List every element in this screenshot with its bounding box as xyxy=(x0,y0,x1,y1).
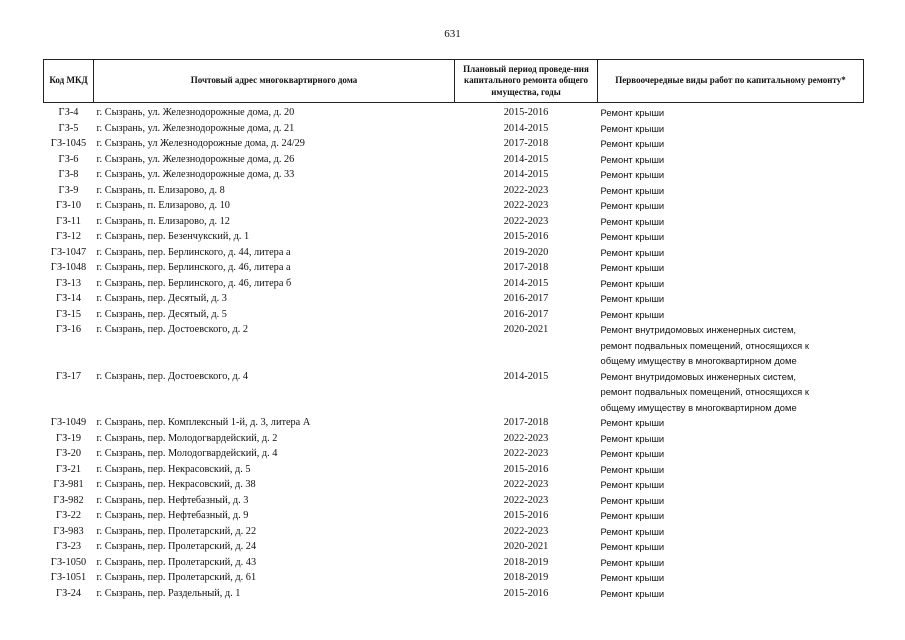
repair-works-line: Ремонт крыши xyxy=(600,293,665,304)
repair-works-line: Ремонт крыши xyxy=(600,231,665,242)
mkd-code-cell: ГЗ-23 xyxy=(55,541,82,552)
repair-works-cell xyxy=(598,415,864,431)
address-cell: г. Сызрань, пер. Нефтебазный, д. 3 xyxy=(96,494,249,506)
address-cell: г. Сызрань, пер. Берлинского, д. 46, литера б xyxy=(96,277,292,289)
address-cell: г. Сызрань, пер. Достоевского, д. 4 xyxy=(96,370,249,382)
repair-period-cell: 2014-2015 xyxy=(503,277,549,289)
repair-works-cell xyxy=(598,136,864,152)
address-cell: г. Сызрань, пер. Десятый, д. 5 xyxy=(96,308,227,320)
page-number: 631 xyxy=(444,28,461,40)
mkd-code-cell: ГЗ-5 xyxy=(58,122,79,134)
table-row xyxy=(44,322,864,369)
address-cell: г. Сызрань, пер. Десятый, д. 3 xyxy=(96,293,227,304)
repair-works-line: Ремонт крыши xyxy=(600,200,665,211)
repair-works-cell xyxy=(598,570,864,586)
repair-works-line: Ремонт крыши xyxy=(600,463,665,475)
repair-works-cell xyxy=(598,508,864,524)
repair-period-cell: 2016-2017 xyxy=(503,293,549,304)
repair-period-cell: 2015-2016 xyxy=(503,107,549,118)
repair-period-cell: 2017-2018 xyxy=(503,417,549,428)
repair-period-cell: 2015-2016 xyxy=(503,231,549,242)
repair-works-line: ремонт подвальных помещений, относящихся к xyxy=(600,386,809,397)
repair-period-cell: 2014-2015 xyxy=(503,370,549,382)
repair-works-line: Ремонт крыши xyxy=(600,572,665,583)
repair-works-cell xyxy=(598,214,864,230)
repair-works-line: Ремонт крыши xyxy=(600,417,665,428)
address-cell: г. Сызрань, пер. Берлинского, д. 44, литера а xyxy=(96,246,291,258)
address-cell: г. Сызрань, ул Железнодорожные дома, д. 24/29 xyxy=(96,138,305,149)
address-cell: г. Сызрань, пер. Достоевского, д. 2 xyxy=(96,324,249,335)
table-row xyxy=(44,291,864,307)
repair-works-cell xyxy=(598,245,864,261)
table-row xyxy=(44,369,864,416)
table-row xyxy=(44,229,864,245)
address-cell: г. Сызрань, п. Елизарово, д. 8 xyxy=(96,184,225,196)
repair-works-cell xyxy=(598,493,864,509)
repair-works-line: Ремонт крыши xyxy=(600,262,665,273)
repair-works-line: Ремонт крыши xyxy=(600,277,665,289)
repair-works-cell xyxy=(598,103,864,121)
repair-works-cell xyxy=(598,539,864,555)
repair-works-line: Ремонт внутридомовых инженерных систем, xyxy=(600,324,797,335)
repair-period-cell: 2022-2023 xyxy=(503,200,549,211)
mkd-code-cell: ГЗ-8 xyxy=(58,169,79,180)
mkd-code-cell: ГЗ-19 xyxy=(55,432,82,444)
mkd-code-cell: ГЗ-1045 xyxy=(50,138,87,149)
mkd-code-cell: ГЗ-21 xyxy=(55,463,82,475)
table-row xyxy=(44,214,864,230)
repair-period-cell: 2022-2023 xyxy=(503,432,549,444)
repair-works-line: Ремонт крыши xyxy=(600,184,665,196)
repair-works-cell xyxy=(598,462,864,478)
mkd-code-cell: ГЗ-6 xyxy=(58,153,79,165)
repair-works-line: Ремонт крыши xyxy=(600,510,665,521)
repair-works-cell xyxy=(598,121,864,137)
repair-works-cell xyxy=(598,152,864,168)
repair-period-cell: 2016-2017 xyxy=(503,308,549,320)
mkd-code-cell: ГЗ-16 xyxy=(55,324,82,335)
address-cell: г. Сызрань, п. Елизарово, д. 12 xyxy=(96,215,230,227)
table-row xyxy=(44,493,864,509)
repair-period-cell: 2015-2016 xyxy=(503,510,549,521)
table-row xyxy=(44,524,864,540)
repair-period-cell: 2022-2023 xyxy=(503,184,549,196)
repair-works-line: Ремонт крыши xyxy=(600,525,665,537)
repair-period-cell: 2018-2019 xyxy=(503,572,549,583)
housing-repair-table xyxy=(43,59,864,601)
repair-period-cell: 2014-2015 xyxy=(503,153,549,165)
address-cell: г. Сызрань, ул. Железнодорожные дома, д. 20 xyxy=(96,107,295,118)
repair-period-cell: 2020-2021 xyxy=(503,324,549,335)
table-row xyxy=(44,415,864,431)
mkd-code-cell: ГЗ-1048 xyxy=(50,262,87,273)
repair-works-cell xyxy=(598,167,864,183)
mkd-code-cell: ГЗ-14 xyxy=(55,293,82,304)
address-cell: г. Сызрань, пер. Молодогвардейский, д. 4 xyxy=(96,448,278,459)
address-cell: г. Сызрань, пер. Некрасовский, д. 5 xyxy=(96,463,251,475)
repair-works-line: Ремонт крыши xyxy=(600,215,665,227)
mkd-code-cell: ГЗ-1049 xyxy=(50,417,87,428)
repair-works-line: Ремонт крыши xyxy=(600,308,665,320)
repair-period-cell: 2018-2019 xyxy=(503,556,549,568)
address-cell: г. Сызрань, пер. Пролетарский, д. 61 xyxy=(96,572,257,583)
table-row xyxy=(44,446,864,462)
repair-works-line: Ремонт крыши xyxy=(600,494,665,506)
table-row xyxy=(44,555,864,571)
table-row xyxy=(44,539,864,555)
repair-works-line: Ремонт крыши xyxy=(600,556,665,568)
table-row xyxy=(44,570,864,586)
mkd-code-cell: ГЗ-20 xyxy=(55,448,82,459)
address-cell: г. Сызрань, пер. Нефтебазный, д. 9 xyxy=(96,510,249,521)
header-code: Код МКД xyxy=(44,60,94,103)
table-row xyxy=(44,307,864,323)
repair-works-cell xyxy=(598,291,864,307)
mkd-code-cell: ГЗ-12 xyxy=(55,231,82,242)
repair-works-cell xyxy=(598,276,864,292)
repair-works-line: Ремонт крыши xyxy=(600,479,665,490)
table-row xyxy=(44,121,864,137)
repair-works-line: Ремонт крыши xyxy=(600,587,665,599)
repair-works-cell xyxy=(598,555,864,571)
repair-period-cell: 2017-2018 xyxy=(503,138,549,149)
repair-works-cell xyxy=(598,307,864,323)
mkd-code-cell: ГЗ-981 xyxy=(53,479,84,490)
repair-works-line: Ремонт крыши xyxy=(600,153,665,165)
repair-works-line: Ремонт внутридомовых инженерных систем, xyxy=(600,370,797,382)
repair-works-line: общему имуществу в многоквартирном доме xyxy=(600,355,797,366)
table-header-row xyxy=(44,60,864,103)
repair-period-cell: 2022-2023 xyxy=(503,448,549,459)
mkd-code-cell: ГЗ-983 xyxy=(53,525,84,537)
mkd-code-cell: ГЗ-22 xyxy=(55,510,82,521)
table-row xyxy=(44,152,864,168)
repair-works-cell xyxy=(598,260,864,276)
repair-period-cell: 2022-2023 xyxy=(503,479,549,490)
repair-works-line: Ремонт крыши xyxy=(600,169,665,180)
mkd-code-cell: ГЗ-1050 xyxy=(50,556,87,568)
repair-works-cell xyxy=(598,524,864,540)
repair-period-cell: 2019-2020 xyxy=(503,246,549,258)
repair-works-line: Ремонт крыши xyxy=(600,541,665,552)
repair-works-cell xyxy=(598,198,864,214)
table-row xyxy=(44,508,864,524)
repair-period-cell: 2015-2016 xyxy=(503,587,549,599)
repair-period-cell: 2022-2023 xyxy=(503,215,549,227)
address-cell: г. Сызрань, пер. Безенчукский, д. 1 xyxy=(96,231,250,242)
mkd-code-cell: ГЗ-24 xyxy=(55,587,82,599)
repair-works-cell xyxy=(598,477,864,493)
mkd-code-cell: ГЗ-1051 xyxy=(50,572,87,583)
table-row xyxy=(44,586,864,602)
address-cell: г. Сызрань, пер. Молодогвардейский, д. 2 xyxy=(96,432,278,444)
repair-period-cell: 2015-2016 xyxy=(503,463,549,475)
table-row xyxy=(44,198,864,214)
mkd-code-cell: ГЗ-9 xyxy=(58,184,79,196)
repair-works-line: ремонт подвальных помещений, относящихся к xyxy=(600,339,809,351)
address-cell: г. Сызрань, ул. Железнодорожные дома, д. 21 xyxy=(96,122,295,134)
header-address: Почтовый адрес многоквартирного дома xyxy=(94,60,455,103)
address-cell: г. Сызрань, пер. Пролетарский, д. 22 xyxy=(96,525,257,537)
repair-works-cell xyxy=(598,322,864,369)
mkd-code-cell: ГЗ-10 xyxy=(55,200,82,211)
mkd-code-cell: ГЗ-17 xyxy=(55,370,82,382)
table-row xyxy=(44,245,864,261)
header-period: Плановый период проведе-ния капитального ремонта общего имущества, годы xyxy=(455,60,598,103)
mkd-code-cell: ГЗ-15 xyxy=(55,308,82,320)
address-cell: г. Сызрань, пер. Комплексный 1-й, д. 3, литера А xyxy=(96,417,311,428)
table-row xyxy=(44,183,864,199)
address-cell: г. Сызрань, пер. Пролетарский, д. 43 xyxy=(96,556,257,568)
repair-works-line: Ремонт крыши xyxy=(600,138,665,149)
repair-period-cell: 2020-2021 xyxy=(503,541,549,552)
table-body xyxy=(44,103,864,602)
repair-works-line: Ремонт крыши xyxy=(600,448,665,459)
mkd-code-cell: ГЗ-11 xyxy=(56,215,81,227)
header-works: Первоочередные виды работ по капитальному ремонту* xyxy=(598,60,864,103)
repair-works-line: Ремонт крыши xyxy=(600,246,665,258)
table-row xyxy=(44,477,864,493)
address-cell: г. Сызрань, пер. Пролетарский, д. 24 xyxy=(96,541,257,552)
repair-works-line: общему имуществу в многоквартирном доме xyxy=(600,401,797,413)
mkd-code-cell: ГЗ-1047 xyxy=(50,246,87,258)
table-row xyxy=(44,103,864,121)
table-row xyxy=(44,431,864,447)
repair-works-line: Ремонт крыши xyxy=(600,122,665,134)
repair-period-cell: 2022-2023 xyxy=(503,494,549,506)
mkd-code-cell: ГЗ-4 xyxy=(58,107,79,118)
mkd-code-cell: ГЗ-982 xyxy=(53,494,84,506)
mkd-code-cell: ГЗ-13 xyxy=(55,277,82,289)
repair-works-cell xyxy=(598,586,864,602)
address-cell: г. Сызрань, п. Елизарово, д. 10 xyxy=(96,200,230,211)
repair-works-cell xyxy=(598,369,864,416)
repair-works-cell xyxy=(598,229,864,245)
repair-works-cell xyxy=(598,183,864,199)
repair-period-cell: 2017-2018 xyxy=(503,262,549,273)
repair-works-cell xyxy=(598,446,864,462)
table-row xyxy=(44,260,864,276)
address-cell: г. Сызрань, ул. Железнодорожные дома, д. 26 xyxy=(96,153,295,165)
address-cell: г. Сызрань, пер. Берлинского, д. 46, литера а xyxy=(96,262,291,273)
table-row xyxy=(44,167,864,183)
table-row xyxy=(44,276,864,292)
address-cell: г. Сызрань, ул. Железнодорожные дома, д. 33 xyxy=(96,169,295,180)
repair-period-cell: 2014-2015 xyxy=(503,122,549,134)
address-cell: г. Сызрань, пер. Некрасовский, д. 38 xyxy=(96,479,256,490)
repair-period-cell: 2014-2015 xyxy=(503,169,549,180)
repair-works-line: Ремонт крыши xyxy=(600,107,665,118)
address-cell: г. Сызрань, пер. Раздельный, д. 1 xyxy=(96,587,241,599)
repair-works-cell xyxy=(598,431,864,447)
table-row xyxy=(44,462,864,478)
repair-works-line: Ремонт крыши xyxy=(600,432,665,444)
table-row xyxy=(44,136,864,152)
repair-period-cell: 2022-2023 xyxy=(503,525,549,537)
